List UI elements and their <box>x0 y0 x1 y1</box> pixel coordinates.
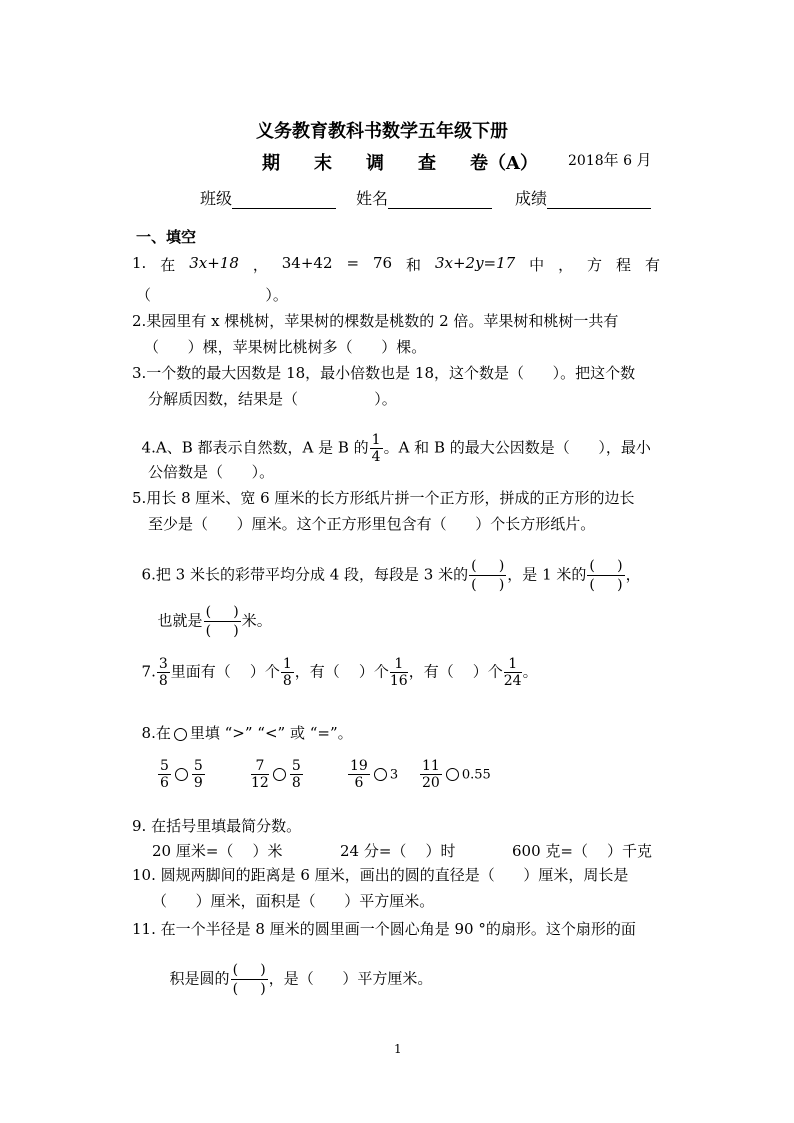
question-3-line-1: 3.一个数的最大因数是 18，最小倍数也是 18，这个数是（ ）。把这个数 <box>132 364 636 382</box>
exam-date: 2018年 6 月 <box>568 151 652 169</box>
blank-fraction: $\frac{( )}{( )}$ <box>471 558 505 593</box>
fraction-one-quarter: $\frac{1}{4}$ <box>371 432 381 465</box>
blank-fraction: $\frac{( )}{( )}$ <box>232 962 266 997</box>
question-6-line-1: 6.把 3 米长的彩带平均分成 4 段，每段是 3 米的 $\frac{( )}{( )}$ ，是 1 米的 $\frac{( )}{( )}$ ， <box>141 558 641 593</box>
paper-subtitle: 期 末 调 查 卷（A） <box>262 153 538 174</box>
circle-icon <box>374 768 387 781</box>
question-9-line-1: 9. 在括号里填最简分数。 <box>132 817 302 835</box>
compare-item-1: $\frac{5}{6}$ $\frac{5}{9}$ <box>160 758 203 791</box>
question-2-line-2: （ ）棵，苹果树比桃树多（ ）棵。 <box>144 338 427 356</box>
compare-item-4: $\frac{11}{20}$ 0.55 <box>422 758 491 791</box>
class-field: 班级 <box>200 186 336 209</box>
question-8: 8.在 里填 “>” “<” 或 “=”。 <box>141 724 353 742</box>
question-6-line-2: 也就是 $\frac{( )}{( )}$ 米。 <box>157 604 272 639</box>
blank-fraction: $\frac{( )}{( )}$ <box>205 604 239 639</box>
question-10-line-1: 10. 圆规两脚间的距离是 6 厘米，画出的圆的直径是（ ）厘米，周长是 <box>132 866 629 884</box>
circle-icon <box>446 768 459 781</box>
page-number: 1 <box>394 1042 402 1056</box>
question-7: 7. $\frac{3}{8}$ 里面有（ ）个 $\frac{1}{8}$ ，有（ ）个 $\frac{1}{16}$ ，有（ ）个 $\frac{1}{24}$ 。 <box>141 656 538 689</box>
circle-icon <box>273 768 286 781</box>
question-11-line-1: 11. 在一个半径是 8 厘米的圆里画一个圆心角是 90 °的扇形。这个扇形的面 <box>132 920 636 938</box>
compare-item-3: $\frac{19}{6}$ 3 <box>350 758 399 791</box>
question-5-line-1: 5.用长 8 厘米、宽 6 厘米的长方形纸片拼一个正方形，拼成的正方形的边长 <box>132 489 635 507</box>
paper-title: 义务教育教科书数学五年级下册 <box>256 121 508 142</box>
blank-fraction: $\frac{( )}{( )}$ <box>589 558 623 593</box>
section-title-fill-blank: 一、填空 <box>136 228 197 246</box>
question-4-line-1: 4.A、B 都表示自然数，A 是 B 的 $\frac{1}{4}$ 。A 和 B 的最大公因数是（ ），最小 <box>141 432 651 465</box>
question-3-line-2: 分解质因数，结果是（ ）。 <box>148 390 397 408</box>
score-field: 成绩 <box>515 186 651 209</box>
question-10-line-2: （ ）厘米，面积是（ ）平方厘米。 <box>152 892 435 910</box>
question-1-line-2: （ ）。 <box>136 286 288 304</box>
question-11-line-2: 积是圆的 $\frac{( )}{( )}$ ，是（ ）平方厘米。 <box>169 962 433 997</box>
question-9-item-2: 24 分=（ ）时 <box>340 842 456 860</box>
question-1-line-1: 1. 在 3x+18 ， 34+42 = 76 和 3x+2y=17 中 ， 方 程 有 <box>132 254 660 274</box>
question-9-item-1: 20 厘米=（ ）米 <box>152 842 283 860</box>
question-2-line-1: 2.果园里有 x 棵桃树，苹果树的棵数是桃数的 2 倍。苹果树和桃树一共有 <box>132 312 619 330</box>
circle-icon <box>174 728 187 741</box>
question-4-line-2: 公倍数是（ ）。 <box>148 463 275 481</box>
circle-icon <box>175 768 188 781</box>
name-field: 姓名 <box>356 186 492 209</box>
compare-item-2: $\frac{7}{12}$ $\frac{5}{8}$ <box>251 758 301 791</box>
question-5-line-2: 至少是（ ）厘米。这个正方形里包含有（ ）个长方形纸片。 <box>148 515 596 533</box>
question-9-item-3: 600 克=（ ）千克 <box>512 842 653 860</box>
